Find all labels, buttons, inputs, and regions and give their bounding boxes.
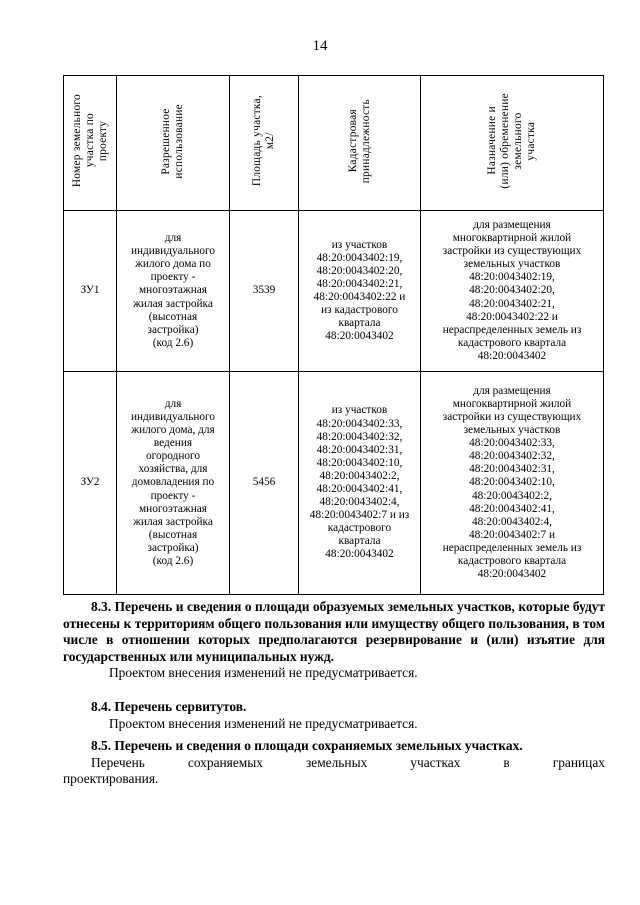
section-8-3-body: Проектом внесения изменений не предусматривается. (109, 665, 418, 680)
header-area: Площадь участка, м2/ (230, 76, 299, 211)
section-8-5-heading: 8.5. Перечень и сведения о площади сохраняемых земельных участках. (91, 738, 523, 753)
cell-area: 3539 (230, 211, 299, 372)
page-number: 14 (312, 38, 328, 54)
cell-cadastral: из участков 48:20:0043402:33, 48:20:0043402:32, 48:20:0043402:31, 48:20:0043402:10, 48:20:0043402:2, 48:20:0043402:41, 48:20:0043402:4, 48:20:0043402:7 и из кадастрового квартала 48:20:0043402 (299, 372, 421, 595)
section-8-5-body-line2: проектирования. (63, 771, 159, 786)
cell-permitted-use: для индивидуального жилого дома, для ведения огородного хозяйства, для домовладения по проекту - многоэтажная жилая застройка (высотная застройка) (код 2.6) (117, 372, 230, 595)
cell-purpose: для размещения многоквартирной жилой застройки из существующих земельных участков 48:20:0043402:19, 48:20:0043402:20, 48:20:0043402:21, 48:20:0043402:22 и нераспределенных земель из кадастрового квартала 48:20:0043402 (421, 211, 604, 372)
table-header-row (64, 76, 604, 211)
cell-plot-number: ЗУ2 (64, 372, 117, 595)
land-plots-table (63, 75, 604, 595)
cell-area: 5456 (230, 372, 299, 595)
table-row (64, 211, 604, 372)
section-8-5 (63, 738, 605, 788)
cell-cadastral: из участков 48:20:0043402:19, 48:20:0043402:20, 48:20:0043402:21, 48:20:0043402:22 и из кадастрового квартала 48:20:0043402 (299, 211, 421, 372)
cell-plot-number: ЗУ1 (64, 211, 117, 372)
header-cadastral: Кадастровая принадлежность (299, 76, 421, 211)
header-permitted-use: Разрешенное использование (117, 76, 230, 211)
section-8-3 (63, 599, 605, 682)
section-8-4-heading: 8.4. Перечень сервитутов. (91, 699, 247, 714)
header-purpose: Назначение и (или) обременение земельного участка (421, 76, 604, 211)
header-plot-number: Номер земельного участка по проекту (64, 76, 117, 211)
section-8-4 (63, 699, 605, 732)
section-8-3-heading: 8.3. Перечень и сведения о площади образуемых земельных участков, которые будут отнесены к территориям общего пользования или имуществу общего пользования, в том числе в отношении которых предполагаются резервирование и (или) изъятие для государственных или муниципальных нужд. (63, 599, 605, 664)
section-8-5-body-line1: Перечень сохраняемых земельных участках в границах (91, 754, 605, 770)
table-row (64, 372, 604, 595)
cell-permitted-use: для индивидуального жилого дома по проекту - многоэтажная жилая застройка (высотная застройка) (код 2.6) (117, 211, 230, 372)
section-8-4-body: Проектом внесения изменений не предусматривается. (109, 715, 418, 731)
cell-purpose: для размещения многоквартирной жилой застройки из существующих земельных участков 48:20:0043402:33, 48:20:0043402:32, 48:20:0043402:31, 48:20:0043402:10, 48:20:0043402:2, 48:20:0043402:41, 48:20:0043402:4, 48:20:0043402:7 и нераспределенных земель из кадастрового квартала 48:20:0043402 (421, 372, 604, 595)
